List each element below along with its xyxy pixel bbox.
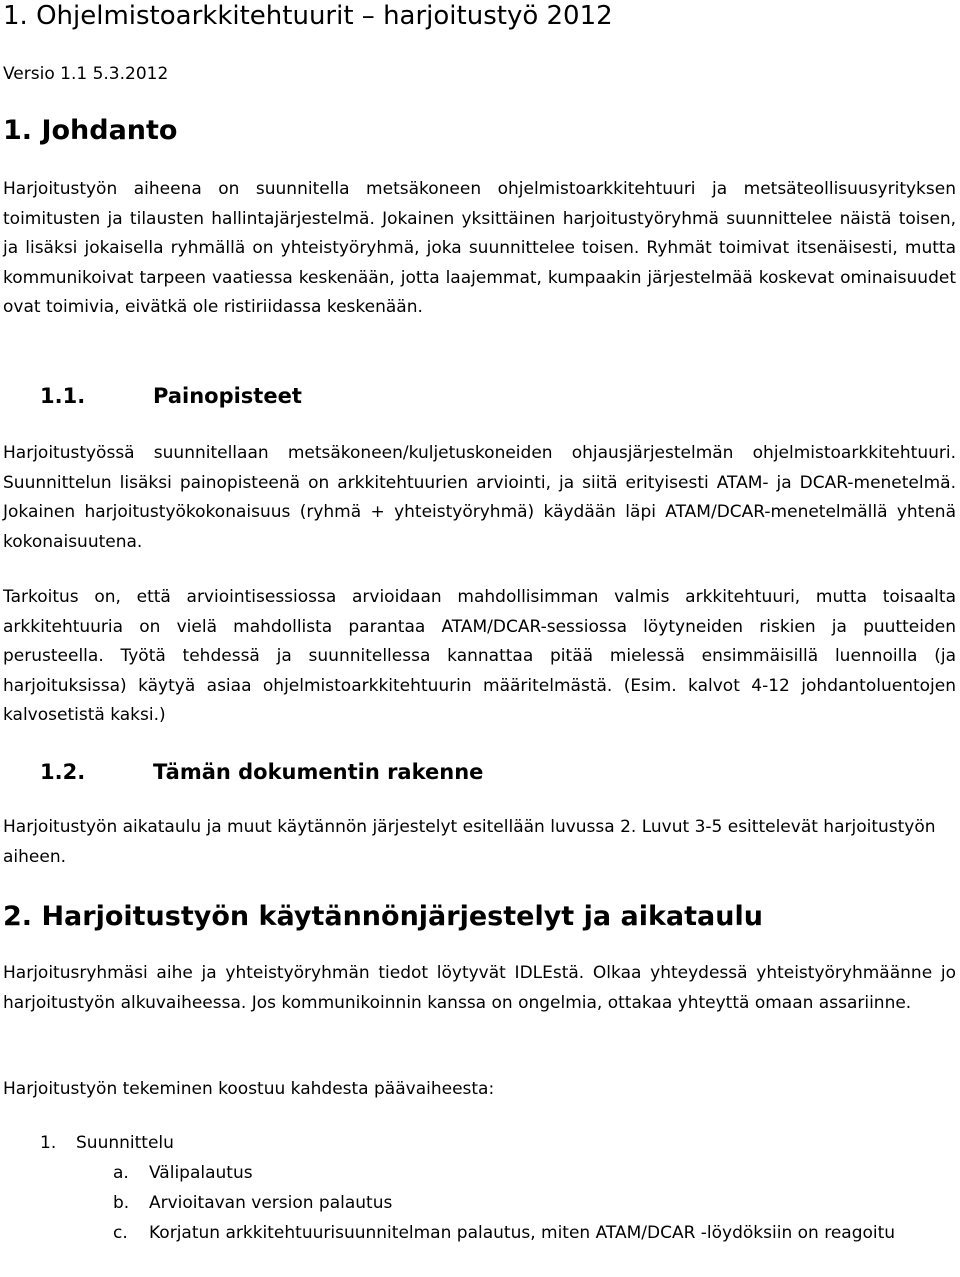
list-marker: b. <box>113 1193 130 1213</box>
list-item <box>3 1188 956 1218</box>
version-line: Versio 1.1 5.3.2012 <box>3 64 169 84</box>
list-item-label: Arvioitavan version palautus <box>149 1193 393 1213</box>
list-item-label: Välipalautus <box>149 1163 253 1183</box>
section-heading-johdanto: 1. Johdanto <box>3 115 178 146</box>
list-item <box>3 1158 956 1188</box>
list-item <box>3 1218 956 1248</box>
list-marker: a. <box>113 1163 129 1183</box>
section-number: 1.1. <box>40 384 86 408</box>
phases-list <box>3 1128 956 1248</box>
list-item-label: Suunnittelu <box>76 1133 174 1153</box>
sublist-container <box>3 1158 956 1248</box>
section-heading-text: Tämän dokumentin rakenne <box>153 760 484 784</box>
section-heading-painopisteet <box>40 381 302 411</box>
list-item <box>3 1128 956 1158</box>
paragraph-kaytannonjarjestelyt-2: Harjoitustyön tekeminen koostuu kahdesta päävaiheesta: <box>3 1079 495 1099</box>
section-number: 1.2. <box>40 760 86 784</box>
paragraph-johdanto: Harjoitustyön aiheena on suunnitella metsäkoneen ohjelmistoarkkitehtuuri ja metsäteollisuusyrityksen toimitusten ja tilausten hallintajärjestelmä. Jokainen yksittäinen harjoitustyöryhmä suunnittelee näistä toisen, ja lisäksi jokaisella ryhmällä on yhteistyöryhmä, joka suunnittelee toisen. Ryhmät toimivat itsenäisesti, mutta kommunikoivat tarpeen vaatiessa keskenään, jotta laajemmat, kumpaakin järjestelmää koskevat ominaisuudet ovat toimivia, eivätkä ole ristiriidassa keskenään. <box>3 179 956 318</box>
document-title: 1. Ohjelmistoarkkitehtuurit – harjoitustyö 2012 <box>3 1 613 31</box>
section-heading-text: Painopisteet <box>153 384 302 408</box>
phases-sublist <box>3 1158 956 1248</box>
paragraph-rakenne: Harjoitustyön aikataulu ja muut käytännön järjestelyt esitellään luvussa 2. Luvut 3-5 esittelevät harjoitustyön aiheen. <box>3 817 936 867</box>
section-heading-rakenne <box>40 757 483 787</box>
paragraph-painopisteet-1: Harjoitustyössä suunnitellaan metsäkoneen/kuljetuskoneiden ohjausjärjestelmän ohjelmistoarkkitehtuuri. Suunnittelun lisäksi painopisteenä on arkkitehtuurien arviointi, ja siitä erityisesti ATAM- ja DCAR-menetelmä. Jokainen harjoitustyökokonaisuus (ryhmä + yhteistyöryhmä) käydään läpi ATAM/DCAR-menetelmällä yhtenä kokonaisuutena. <box>3 443 956 552</box>
paragraph-painopisteet-2: Tarkoitus on, että arviointisessiossa arvioidaan mahdollisimman valmis arkkitehtuuri, mutta toisaalta arkkitehtuuria on vielä mahdollista parantaa ATAM/DCAR-sessiossa löytyneiden riskien ja puutteiden perusteella. Työtä tehdessä ja suunnitellessa kannattaa pitää mielessä ensimmäisillä luennoilla (ja harjoituksissa) käytyä asiaa ohjelmistoarkkitehtuurin määritelmästä. (Esim. kalvot 4-12 johdantoluentojen kalvosetistä kaksi.) <box>3 587 956 726</box>
paragraph-kaytannonjarjestelyt-1: Harjoitusryhmäsi aihe ja yhteistyöryhmän tiedot löytyvät IDLEstä. Olkaa yhteydessä yhteistyöryhmäänne jo harjoitustyön alkuvaiheessa. Jos kommunikoinnin kanssa on ongelmia, ottakaa yhteyttä omaan assariinne. <box>3 963 956 1013</box>
list-item-label: Korjatun arkkitehtuurisuunnitelman palautus, miten ATAM/DCAR -löydöksiin on reagoitu <box>149 1223 896 1243</box>
list-marker: 1. <box>40 1133 57 1153</box>
section-heading-kaytannonjarjestelyt: 2. Harjoitustyön käytännönjärjestelyt ja aikataulu <box>3 901 763 932</box>
list-marker: c. <box>113 1223 128 1243</box>
